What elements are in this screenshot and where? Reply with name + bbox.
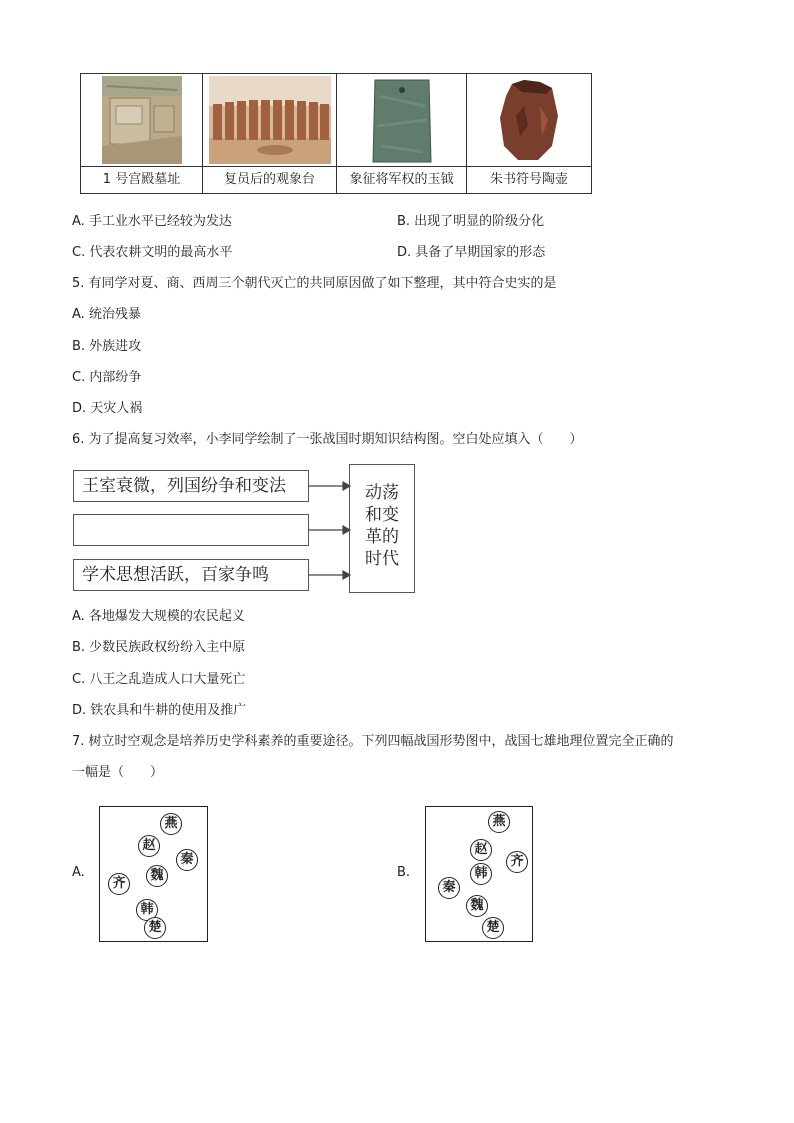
state-qin: 秦 <box>176 849 198 871</box>
image-table <box>80 73 592 194</box>
map-a-label[interactable]: A. <box>72 865 85 880</box>
state-chu: 楚 <box>144 917 166 939</box>
option-d[interactable]: D. 铁农具和牛耕的使用及推广 <box>72 703 247 718</box>
diagram-conclusion-box <box>349 464 415 593</box>
question-7-stem: 7. 树立时空观念是培养历史学科素养的重要途径。下列四幅战国形势图中，战国七雄地理位置完全正确的 <box>72 734 674 749</box>
option-b[interactable]: B. 少数民族政权纷纷入主中原 <box>72 640 246 655</box>
state-chu: 楚 <box>482 917 504 939</box>
aerial-site-photo <box>102 76 182 164</box>
jade-axe-photo <box>369 76 435 166</box>
state-yan: 燕 <box>488 811 510 833</box>
pottery-pot-photo <box>494 76 564 166</box>
option-b[interactable]: B. 出现了明显的阶级分化 <box>397 214 545 229</box>
diagram-box-1: 王室衰微，列国纷争和变法 <box>73 470 309 502</box>
option-a[interactable]: A. 各地爆发大规模的农民起义 <box>72 609 245 624</box>
option-b[interactable]: B. 外族进攻 <box>72 339 142 354</box>
image-cell-jade-axe <box>337 74 467 193</box>
state-qi: 齐 <box>108 873 130 895</box>
state-zhao: 赵 <box>138 835 160 857</box>
image-cell-observatory <box>203 74 337 193</box>
conclusion-line: 和变 <box>365 505 399 525</box>
question-6-stem: 6. 为了提高复习效率，小李同学绘制了一张战国时期知识结构图。空白处应填入（ ） <box>72 432 583 447</box>
state-han: 韩 <box>136 899 158 921</box>
conclusion-line: 时代 <box>365 549 399 569</box>
diagram-box-3: 学术思想活跃，百家争鸣 <box>73 559 309 591</box>
option-c[interactable]: C. 八王之乱造成人口大量死亡 <box>72 672 246 687</box>
conclusion-line: 革的 <box>365 527 399 547</box>
image-cell-palace-site <box>81 74 203 193</box>
question-7-stem-cont: 一幅是（ ） <box>72 765 164 780</box>
option-a[interactable]: A. 统治残暴 <box>72 307 141 322</box>
option-c[interactable]: C. 代表农耕文明的最高水平 <box>72 245 233 260</box>
image-caption: 象征将军权的玉钺 <box>337 166 466 193</box>
map-b-label[interactable]: B. <box>397 865 411 880</box>
state-yan: 燕 <box>160 813 182 835</box>
knowledge-structure-diagram <box>73 464 418 594</box>
conclusion-line: 动荡 <box>365 483 399 503</box>
option-c[interactable]: C. 内部纷争 <box>72 370 142 385</box>
state-wei: 魏 <box>146 865 168 887</box>
map-a[interactable] <box>99 806 208 942</box>
image-cell-pottery <box>467 74 591 193</box>
option-d[interactable]: D. 具备了早期国家的形态 <box>397 245 546 260</box>
state-qi: 齐 <box>506 851 528 873</box>
state-wei: 魏 <box>466 895 488 917</box>
option-d[interactable]: D. 天灾人祸 <box>72 401 143 416</box>
diagram-box-blank <box>73 514 309 546</box>
state-han: 韩 <box>470 863 492 885</box>
state-qin: 秦 <box>438 877 460 899</box>
image-caption: 1 号宫殿墓址 <box>81 166 202 193</box>
image-caption: 朱书符号陶壶 <box>467 166 591 193</box>
state-zhao: 赵 <box>470 839 492 861</box>
diagram-arrows <box>309 464 351 594</box>
map-b[interactable] <box>425 806 533 942</box>
option-a[interactable]: A. 手工业水平已经较为发达 <box>72 214 232 229</box>
observatory-pillars-photo <box>209 76 331 164</box>
question-5-stem: 5. 有同学对夏、商、西周三个朝代灭亡的共同原因做了如下整理，其中符合史实的是 <box>72 276 557 291</box>
image-caption: 复员后的观象台 <box>203 166 336 193</box>
